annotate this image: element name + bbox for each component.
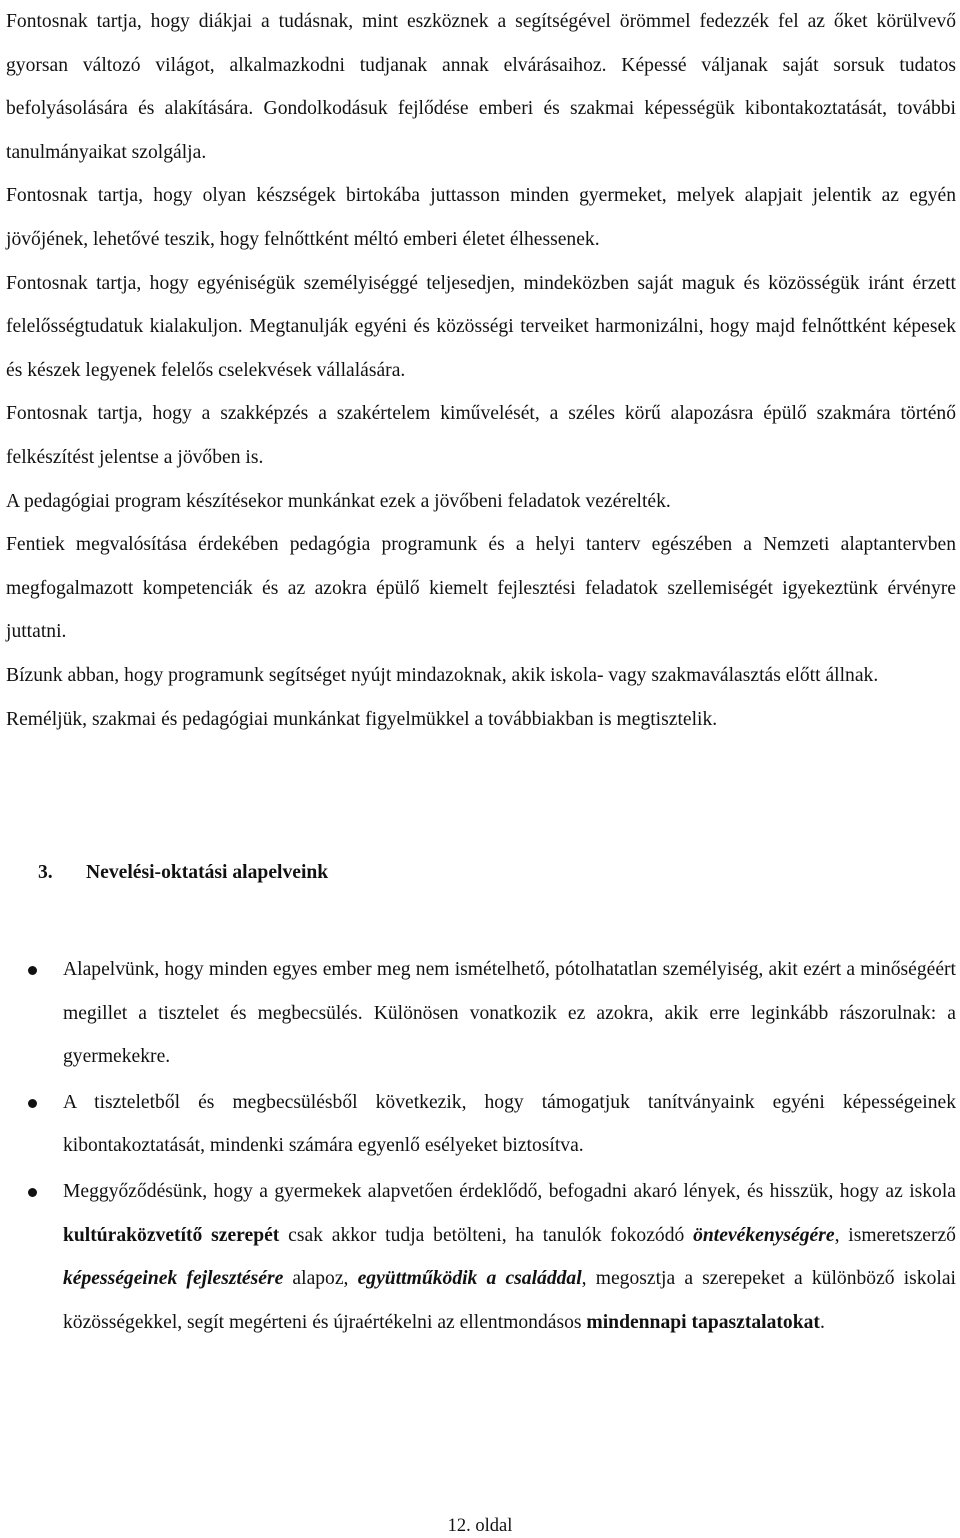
intro-paragraph: Fontosnak tartja, hogy egyéniségük személyiséggé teljesedjen, mindeközben saját maguk és közösségük iránt érzett felelősségtudatuk kialakuljon. Megtanulják egyéni és közösségi terveiket harmonizálni, hogy majd felnőttként képesek és készek legyenek felelős cselekvések vállalására.: [6, 272, 956, 381]
page-number: 12. oldal: [447, 1516, 513, 1536]
text-run: Meggyőződésünk, hogy a gyermekek alapvetően érdeklődő, befogadni akaró lények, és hisszük, hogy az iskola: [63, 1180, 956, 1202]
intro-paragraph: Fontosnak tartja, hogy a szakképzés a szakértelem kiművelését, a széles körű alapozásra épülő szakmára történő felkészítést jelentse a jövőben is.: [6, 403, 956, 468]
intro-paragraph: Bízunk abban, hogy programunk segítséget nyújt mindazoknak, akik iskola- vagy szakmaválasztás előtt állnak.: [6, 664, 879, 686]
intro-paragraph: A pedagógiai program készítésekor munkánkat ezek a jövőbeni feladatok vezérelték.: [6, 490, 671, 512]
bullet-icon: [28, 966, 37, 975]
principle-item: [0, 1170, 956, 1344]
section-number: 3.: [38, 862, 53, 883]
bullet-icon: [28, 1099, 37, 1108]
principle-text: [63, 1181, 956, 1333]
bold-italic-phrase: képességeinek fejlesztésére: [63, 1268, 284, 1290]
text-run: alapoz,: [283, 1268, 358, 1290]
section-title: Nevelési-oktatási alapelveink: [86, 862, 329, 883]
principle-text: A tiszteletből és megbecsülésből következik, hogy támogatjuk tanítványaink egyéni képességeinek kibontakoztatását, mindenki számára egyenlő esélyeket biztosítva.: [63, 1091, 956, 1157]
text-run: csak akkor tudja betölteni, ha tanulók fokozódó: [279, 1224, 694, 1246]
principle-text: Alapelvünk, hogy minden egyes ember meg nem ismételhető, pótolhatatlan személyiség, akit ezért a minőségéért megillet a tisztelet és megbecsülés. Különösen vonatkozik ez azokra, akik erre leginkább rászorulnak: a gyermekekre.: [63, 959, 956, 1068]
bold-italic-phrase: együttműködik a családdal: [357, 1268, 582, 1290]
bullet-icon: [28, 1188, 37, 1197]
intro-paragraph: Fontosnak tartja, hogy diákjai a tudásnak, mint eszköznek a segítségével örömmel fedezzék fel az őket körülvevő gyorsan változó világot, alkalmazkodni tudjanak annak elvárásaihoz. Képessé váljanak saját sorsuk tudatos befolyásolására és alakítására. Gondolkodásuk fejlődése emberi és szakmai képességük kibontakoztatását, további tanulmányaikat szolgálja.: [6, 11, 956, 163]
bold-phrase: mindennapi tapasztalatokat: [586, 1311, 820, 1333]
principle-item: [0, 1081, 956, 1168]
bold-phrase: kultúraközvetítő szerepét: [63, 1224, 280, 1246]
section-heading: [38, 858, 328, 888]
text-run: .: [819, 1311, 825, 1333]
principle-item: [0, 948, 956, 1079]
text-run: , ismeretszerző: [834, 1224, 956, 1246]
text-run: , megosztja a szerepeket a különböző iskolai közösségekkel, segít megérteni és újraértékelni az ellentmondásos: [63, 1268, 956, 1333]
intro-paragraph: Reméljük, szakmai és pedagógiai munkánkat figyelmükkel a továbbiakban is megtisztelik.: [6, 708, 718, 730]
principles-list: [0, 948, 960, 1346]
bold-italic-phrase: öntevékenységére: [693, 1224, 835, 1246]
intro-paragraph: Fontosnak tartja, hogy olyan készségek birtokába juttasson minden gyermeket, melyek alapjait jelentik az egyén jövőjének, lehetővé teszik, hogy felnőttként méltó emberi életet élhessenek.: [6, 185, 956, 250]
intro-section: [6, 0, 956, 741]
intro-paragraph: Fentiek megvalósítása érdekében pedagógia programunk és a helyi tanterv egészében a Nemzeti alaptantervben megfogalmazott kompetenciák és az azokra épülő kiemelt fejlesztési feladatok szellemiségét igyekeztünk érvényre juttatni.: [6, 534, 956, 643]
page-footer: [0, 1515, 960, 1537]
